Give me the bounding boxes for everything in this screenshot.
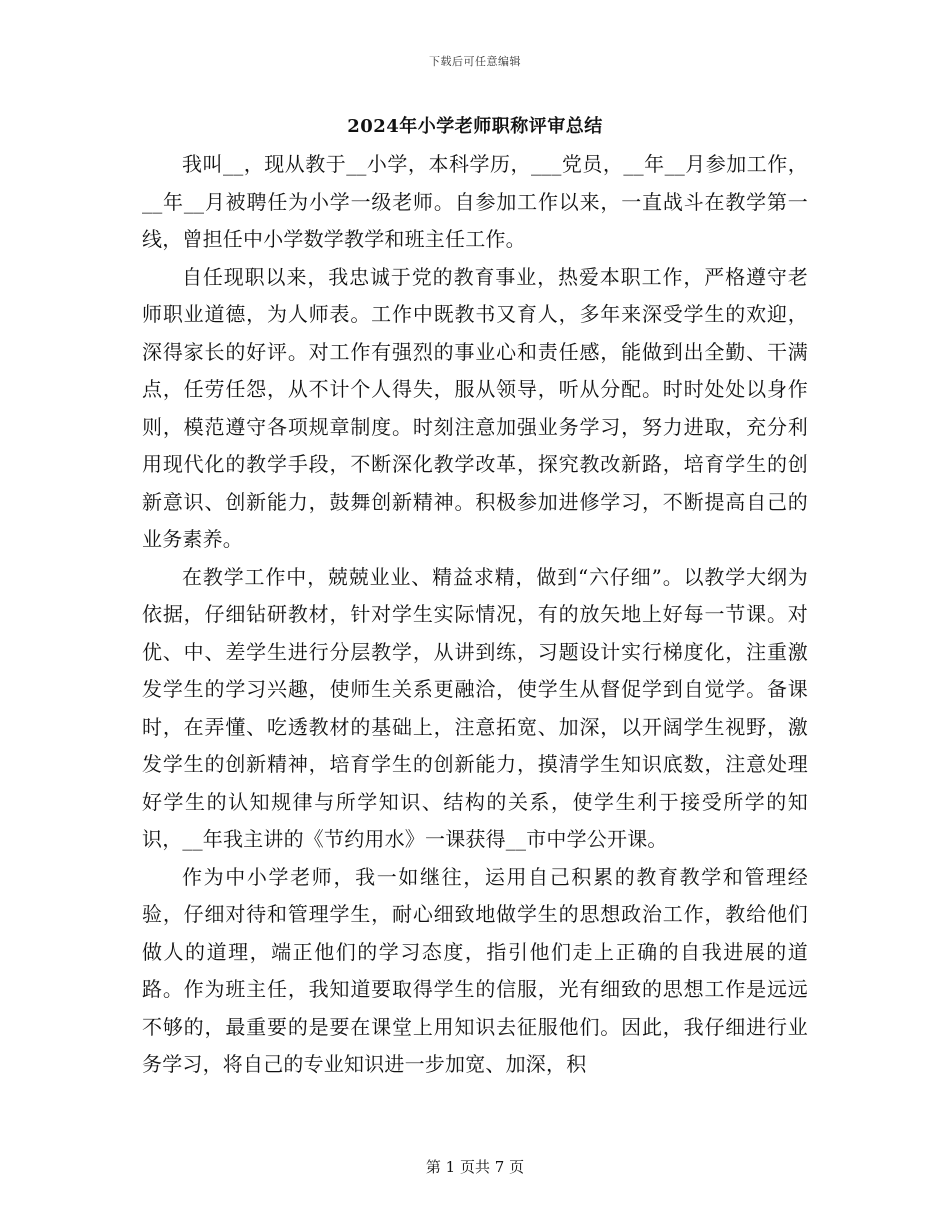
paragraph-class-management: 作为中小学老师，我一如继往，运用自己积累的教育教学和管理经验，仔细对待和管理学生，耐心细致地做学生的思想政治工作，教给他们做人的道理，端正他们的学习态度，指引他们走上正确的自我进展的道路。作为班主任，我知道要取得学生的信服，光有细致的思想工作是远远不够的，最重要的是要在课堂上用知识去征服他们。因此，我仔细进行业务学习，将自己的专业知识进一步加宽、加深，积 [142, 864, 808, 1076]
document-title: 2024年小学老师职称评审总结 [347, 116, 603, 137]
paragraph-conduct: 自任现职以来，我忠诚于党的教育事业，热爱本职工作，严格遵守老师职业道德，为人师表。工作中既教书又育人，多年来深受学生的欢迎，深得家长的好评。对工作有强烈的事业心和责任感，能做到出全勤、干满点，任劳任怨，从不计个人得失，服从领导，听从分配。时时处处以身作则，模范遵守各项规章制度。时刻注意加强业务学习，努力进取，充分利用现代化的教学手段，不断深化教学改革，探究教改新路，培育学生的创新意识、创新能力，鼓舞创新精神。积极参加进修学习，不断提高自己的业务素养。 [142, 264, 808, 551]
page-number: 第 1 页共 7 页 [425, 1158, 525, 1176]
paragraph-teaching: 在教学工作中，兢兢业业、精益求精，做到“六仔细”。以教学大纲为依据，仔细钻研教材，针对学生实际情况，有的放矢地上好每一节课。对优、中、差学生进行分层教学，从讲到练，习题设计实行梯度化，注重激发学生的学习兴趣，使师生关系更融洽，使学生从督促学到自觉学。备课时，在弄懂、吃透教材的基础上，注意拓宽、加深，以开阔学生视野，激发学生的创新精神，培育学生的创新能力，摸清学生知识底数，注意处理好学生的认知规律与所学知识、结构的关系，使学生利于接受所学的知识，__年我主讲的《节约用水》一课获得__市中学公开课。 [142, 564, 808, 851]
header-note: 下载后可任意编辑 [429, 55, 521, 68]
document-body [142, 146, 808, 1084]
paragraph-intro: 我叫__，现从教于__小学，本科学历，___党员，__年__月参加工作，__年__月被聘任为小学一级老师。自参加工作以来，一直战斗在教学第一线，曾担任中小学数学教学和班主任工作。 [142, 152, 808, 251]
